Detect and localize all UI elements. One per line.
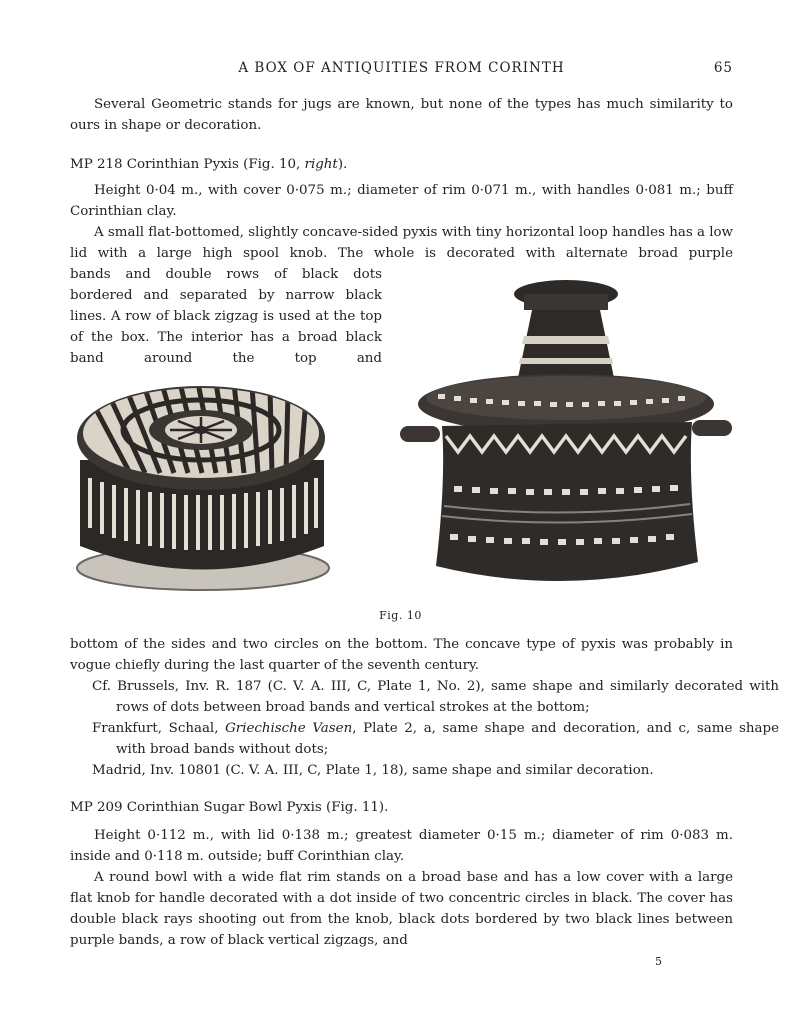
- entry1-heading-end: ).: [337, 157, 348, 172]
- entry2-dimensions: Height 0·112 m., with lid 0·138 m.; greatest diameter 0·15 m.; diameter of rim 0·083 m. inside and 0·118 m. outside; buff Corinthian clay.: [70, 828, 733, 864]
- entry1-heading-italic: right: [304, 157, 338, 172]
- figure-caption: Fig. 10: [379, 609, 422, 622]
- pyxis-right-handle-left: [400, 426, 440, 442]
- ref-frankfurt-post: , Plate 2, a, same shape and decoration, and c, same shape with broad bands without dots;: [116, 721, 779, 757]
- entry1-reference-brussels: Cf. Brussels, Inv. R. 187 (C. V. A. III, C, Plate 1, No. 2), same shape and similarly decorated with rows of dots between broad bands and vertical strokes at the bottom;: [92, 679, 779, 715]
- entry1-reference-frankfurt: [70, 718, 779, 760]
- running-title: A BOX OF ANTIQUITIES FROM CORINTH: [238, 60, 565, 76]
- entry1-heading: [70, 154, 733, 175]
- signature-mark: 5: [655, 955, 662, 968]
- entry1-description-wrap: bands and double rows of black dots bordered and separated by narrow black lines. A row of black zigzag is used at the top of the box. The interior has a broad black band around the top and: [70, 267, 382, 366]
- entry1-description-continued: bottom of the sides and two circles on the bottom. The concave type of pyxis was probably in vogue chiefly during the last quarter of the seventh century.: [70, 637, 733, 673]
- intro-paragraph: Several Geometric stands for jugs are known, but none of the types has much similarity to ours in shape or decoration.: [70, 97, 733, 133]
- pyxis-right-handle-right: [692, 420, 732, 436]
- entry1-reference-madrid: Madrid, Inv. 10801 (C. V. A. III, C, Plate 1, 18), same shape and similar decoration.: [92, 763, 654, 778]
- entry1-dimensions: Height 0·04 m., with cover 0·075 m.; diameter of rim 0·071 m., with handles 0·081 m.; buff Corinthian clay.: [70, 183, 733, 219]
- ref-frankfurt-pre: Frankfurt, Schaal,: [92, 721, 226, 736]
- entry1-description-top: A small flat-bottomed, slightly concave-sided pyxis with tiny horizontal loop handles has a low lid with a large high spool knob. The whole is decorated with alternate broad purple: [70, 225, 733, 261]
- ref-frankfurt-italic: Griechische Vasen: [225, 721, 353, 736]
- page-number: 65: [713, 60, 733, 76]
- entry1-heading-text: MP 218 Corinthian Pyxis (Fig. 10,: [70, 157, 305, 172]
- entry2-description: A round bowl with a wide flat rim stands on a broad base and has a low cover with a large flat knob for handle decorated with a dot inside of two concentric circles in black. The cover has double black rays shooting out from the knob, black dots bordered by two black lines between purple bands, a row of black vertical zigzags, and: [70, 870, 733, 948]
- pyxis-left-image: [70, 378, 332, 596]
- pyxis-right-image: [398, 276, 734, 594]
- entry2-heading: MP 209 Corinthian Sugar Bowl Pyxis (Fig. 11).: [70, 800, 389, 815]
